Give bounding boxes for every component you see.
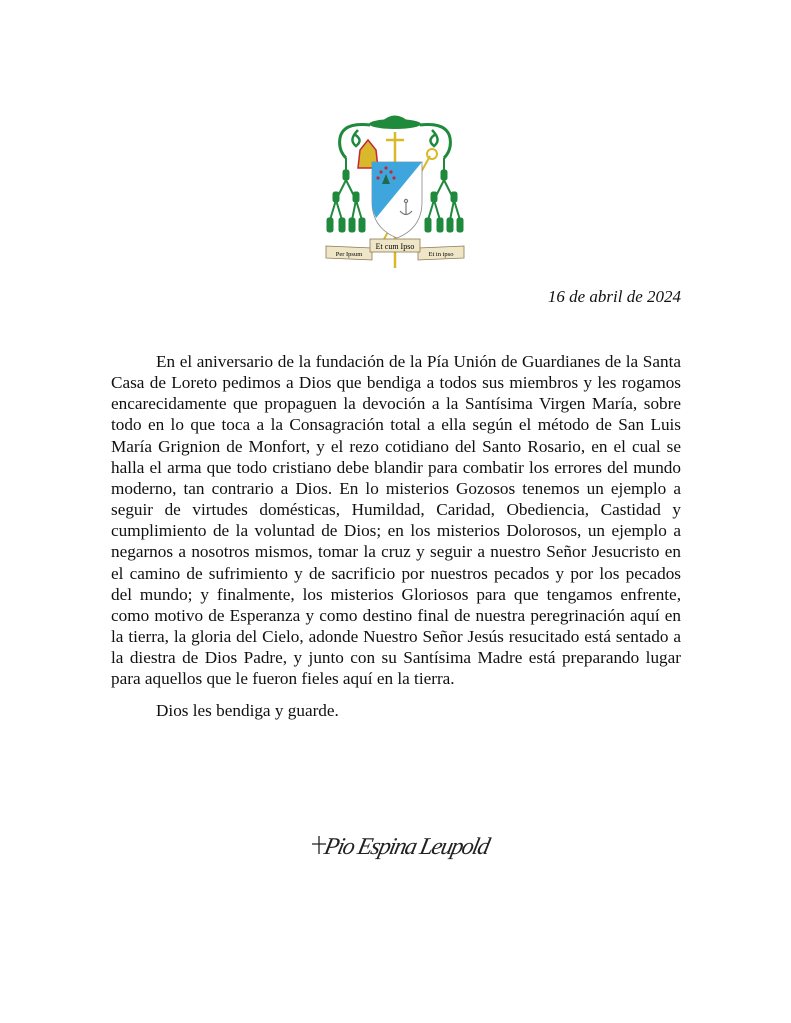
handwritten-signature (308, 822, 493, 872)
svg-text:Pio Espina Leupold: Pio Espina Leupold (321, 833, 493, 860)
closing-line: Dios les bendiga y guarde. (156, 700, 339, 720)
body-paragraph: En el aniversario de la fundación de la Pía Unión de Guardianes de la Santa Casa de Loreto pedimos a Dios que bendiga a todos sus miembros y les rogamos encarecidamente que propaguen la devoción a la Santísima Virgen María, sobre todo en lo que toca a la Consagración total a ella según el método de San Luis María Grignion de Monfort, y el rezo cotidiano del Santo Rosario, en el cual se halla el arma que todo cristiano debe blandir para combatir los errores del mundo moderno, tan contrario a Dios. En lo misterios Gozosos tenemos un ejemplo a seguir de virtudes domésticas, Humildad, Caridad, Obediencia, Castidad y cumplimiento de la voluntad de Dios; en los misterios Dolorosos, un ejemplo a negarnos a nosotros mismos, tomar la cruz y seguir a nuestro Señor Jesucristo en el camino de sufrimiento y de sacrificio por nuestros pecados y por los pecados del mundo; y finalmente, los misterios Gloriosos para que tengamos enfrente, como motivo de Esperanza y como destino final de nuestra peregrinación aquí en la tierra, la gloria del Cielo, adonde Nuestro Señor Jesús resucitado está sentado a la diestra de Dios Padre, y junto con su Santísima Madre está preparando lugar para aquellos que le fueron fieles aquí en la tierra. (111, 352, 681, 689)
letter-body (111, 351, 681, 721)
episcopal-coat-of-arms (318, 110, 472, 272)
motto-left: Per Ipsum (335, 251, 363, 258)
motto-right: Et in ipso (428, 251, 454, 258)
motto-center: Et cum Ipso (375, 242, 415, 251)
letter-date: 16 de abril de 2024 (547, 287, 681, 306)
